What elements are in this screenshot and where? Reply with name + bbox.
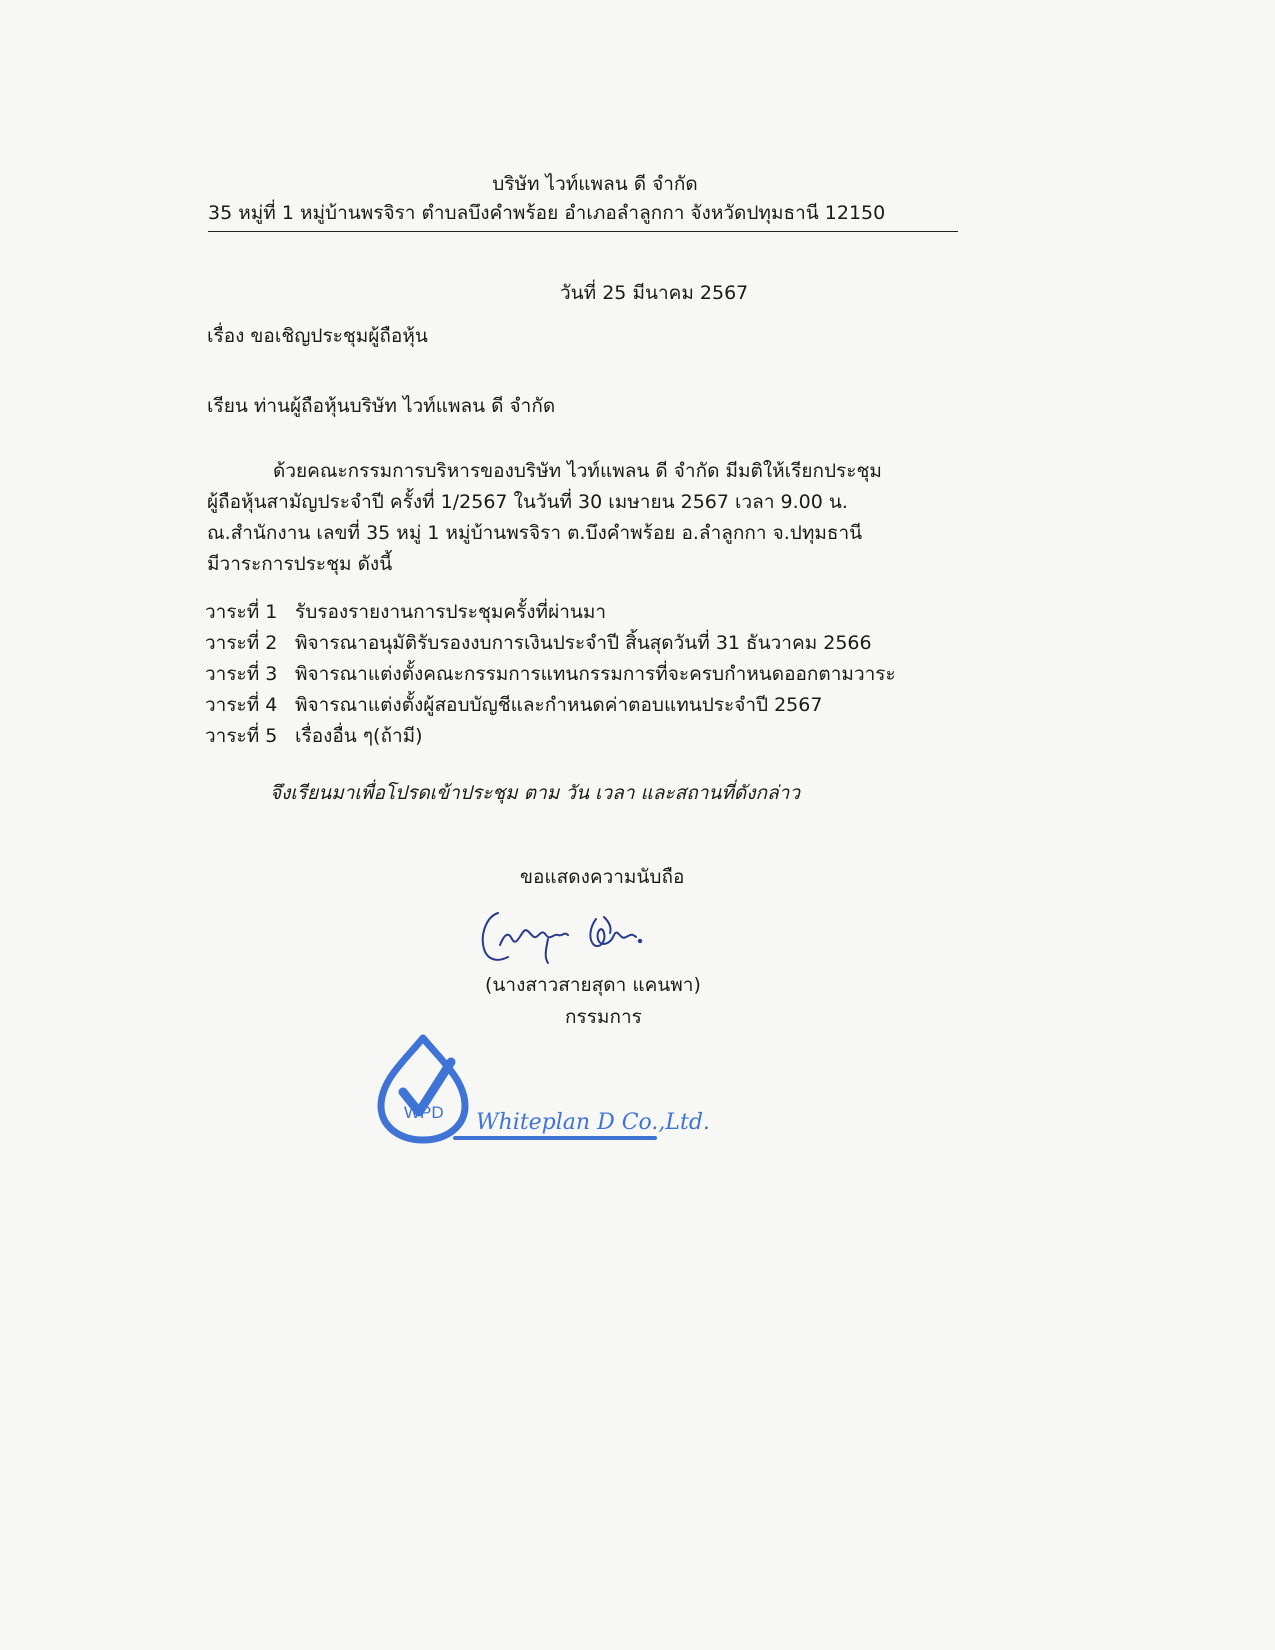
letter-salutation: เรียน ท่านผู้ถือหุ้นบริษัท ไวท์แพลน ดี จำกัด (207, 395, 556, 417)
handwritten-signature (478, 905, 678, 975)
body-line: ณ.สำนักงาน เลขที่ 35 หมู่ 1 หมู่บ้านพรจิรา ต.บึงคำพร้อย อ.ลำลูกกา จ.ปทุมธานี (207, 522, 863, 544)
signatory-title: กรรมการ (565, 1006, 642, 1028)
agenda-number: วาระที่ 1 (205, 601, 278, 623)
agenda-item (205, 721, 896, 752)
agenda-number: วาระที่ 2 (205, 632, 278, 654)
agenda-number: วาระที่ 3 (205, 663, 278, 685)
letter-subject: เรื่อง ขอเชิญประชุมผู้ถือหุ้น (207, 325, 428, 347)
body-paragraph (207, 456, 967, 580)
agenda-item (205, 597, 896, 628)
agenda-item (205, 628, 896, 659)
agenda-text: พิจารณาแต่งตั้งผู้สอบบัญชีและกำหนดค่าตอบแทนประจำปี 2567 (295, 694, 823, 716)
agenda-list (205, 597, 896, 752)
agenda-text: รับรองรายงานการประชุมครั้งที่ผ่านมา (295, 601, 607, 623)
stamp-logo-text: WPD (404, 1103, 444, 1122)
agenda-text: พิจารณาแต่งตั้งคณะกรรมการแทนกรรมการที่จะครบกำหนดออกตามวาระ (295, 663, 896, 685)
closing-line: จึงเรียนมาเพื่อโปรดเข้าประชุม ตาม วัน เวลา และสถานที่ดังกล่าว (270, 782, 801, 804)
stamp-company-text: Whiteplan D Co.,Ltd. (476, 1110, 710, 1135)
agenda-text: พิจารณาอนุมัติรับรองงบการเงินประจำปี สิ้นสุดวันที่ 31 ธันวาคม 2566 (295, 632, 872, 654)
agenda-number: วาระที่ 5 (205, 725, 278, 747)
agenda-number: วาระที่ 4 (205, 694, 278, 716)
agenda-item (205, 659, 896, 690)
body-line: ด้วยคณะกรรมการบริหารของบริษัท ไวท์แพลน ดี จำกัด มีมติให้เรียกประชุม (273, 460, 882, 482)
company-address: 35 หมู่ที่ 1 หมู่บ้านพรจิรา ตำบลบึงคำพร้อย อำเภอลำลูกกา จังหวัดปทุมธานี 12150 (208, 199, 958, 232)
agenda-item (205, 690, 896, 721)
regards-line: ขอแสดงความนับถือ (520, 866, 685, 888)
agenda-text: เรื่องอื่น ๆ(ถ้ามี) (295, 725, 423, 747)
body-line: มีวาระการประชุม ดังนี้ (207, 553, 393, 575)
signatory-name: (นางสาวสายสุดา แคนพา) (485, 974, 701, 996)
company-name: บริษัท ไวท์แพลน ดี จำกัด (492, 173, 698, 195)
letter-date: วันที่ 25 มีนาคม 2567 (560, 282, 749, 304)
body-line: ผู้ถือหุ้นสามัญประจำปี ครั้งที่ 1/2567 ในวันที่ 30 เมษายน 2567 เวลา 9.00 น. (207, 491, 848, 513)
